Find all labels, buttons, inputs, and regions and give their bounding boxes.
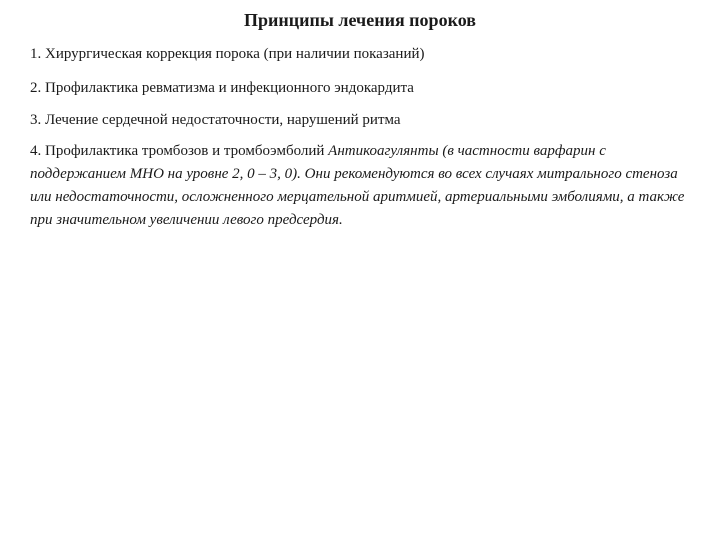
slide-title: Принципы лечения пороков — [244, 10, 476, 30]
list-item-rheumatism-prevention — [30, 77, 695, 100]
list-item-text: 3. Лечение сердечной недостаточности, нарушений ритма — [30, 112, 401, 128]
list-item-thrombosis-prevention — [30, 140, 695, 232]
list-item-text: 1. Хирургическая коррекция порока (при наличии показаний) — [30, 46, 425, 62]
list-item-text: 2. Профилактика ревматизма и инфекционного эндокардита — [30, 80, 414, 96]
list-item-text: 4. Профилактика тромбозов и тромбоэмболий — [30, 143, 329, 159]
list-item-heart-failure-treatment — [30, 109, 695, 132]
list-item-surgical-correction — [30, 43, 695, 66]
anticoagulants-note: Антикоагулянты (в частности варфарин с поддержанием МНО на уровне 2, 0 – 3, 0). Они рекомендуются во всех случаях митрального стеноза или недостаточности, осложненного мерцательной аритмией, артериальными эмболиями, а также при значительном увеличении левого предсердия. — [30, 143, 685, 228]
